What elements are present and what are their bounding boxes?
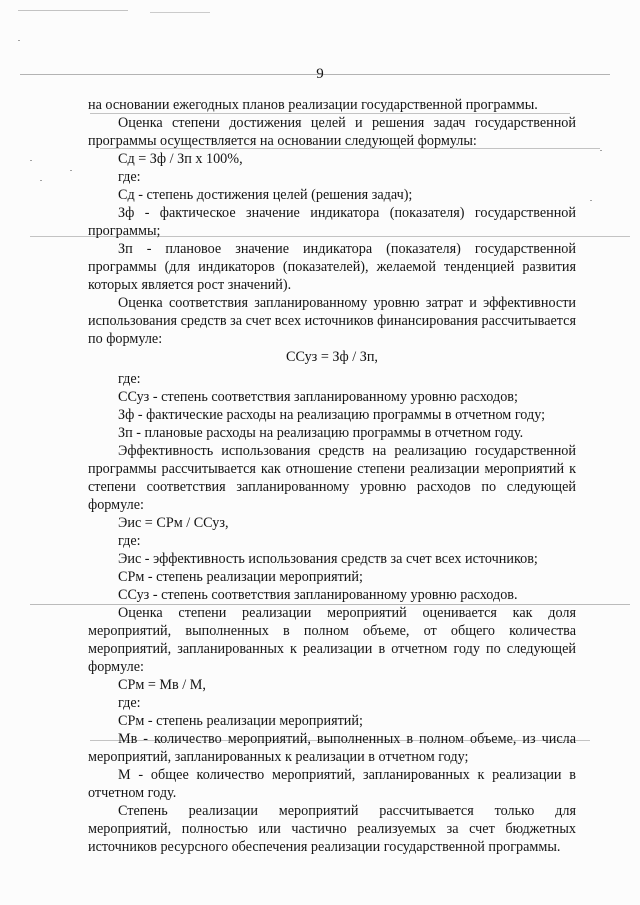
scan-artifact	[30, 160, 32, 161]
formula-where: где:	[118, 533, 141, 549]
scan-artifact	[40, 180, 42, 181]
scan-artifact	[590, 200, 592, 201]
definition: ССуз - степень соответствия запланированному уровню расходов.	[118, 587, 518, 603]
paragraph: Оценка соответствия запланированному уровню затрат и эффективности использования средств за счет всех источников финансирования рассчитывается по формуле:	[88, 295, 576, 347]
definition: Эис - эффективность использования средств за счет всех источников;	[118, 551, 538, 567]
definition: Зп - плановое значение индикатора (показателя) государственной программы (для индикаторов (показателей), желаемой тенденцией развития которых является рост значений).	[88, 241, 576, 293]
page-number: 9	[316, 66, 324, 82]
definition: Зф - фактическое значение индикатора (показателя) государственной программы;	[88, 205, 576, 239]
paragraph: Оценка степени реализации мероприятий оценивается как доля мероприятий, выполненных в полном объеме, от общего количества мероприятий, запланированных к реализации в отчетном году по следующей формуле:	[88, 605, 576, 675]
definition: Мв - количество мероприятий, выполненных в полном объеме, из числа мероприятий, запланированных к реализации в отчетном году;	[88, 731, 576, 765]
paragraph: Эффективность использования средств на реализацию государственной программы рассчитывается как отношение степени реализации мероприятий к степени соответствия запланированному уровню расходов по следующей формуле:	[88, 443, 576, 513]
formula: Сд = Зф / Зп х 100%,	[118, 151, 243, 167]
body-text	[88, 96, 576, 856]
paragraph: Степень реализации мероприятий рассчитывается только для мероприятий, полностью или частично реализуемых за счет бюджетных источников ресурсного обеспечения реализации государственной программы.	[88, 803, 576, 855]
formula-where: где:	[118, 169, 141, 185]
definition: ССуз - степень соответствия запланированному уровню расходов;	[118, 389, 518, 405]
definition: Сд - степень достижения целей (решения задач);	[118, 187, 413, 203]
scan-artifact	[18, 40, 20, 41]
formula: Эис = СРм / ССуз,	[118, 515, 229, 531]
definition: М - общее количество мероприятий, запланированных к реализации в отчетном году.	[88, 767, 576, 801]
formula-where: где:	[118, 371, 141, 387]
paragraph: на основании ежегодных планов реализации государственной программы.	[88, 97, 538, 113]
scan-artifact	[600, 150, 602, 151]
definition: Зп - плановые расходы на реализацию программы в отчетном году.	[118, 425, 524, 441]
scan-artifact	[70, 170, 72, 171]
formula-where: где:	[118, 695, 141, 711]
scan-artifact	[150, 12, 210, 13]
formula: ССуз = Зф / Зп,	[286, 349, 378, 365]
definition: СРм - степень реализации мероприятий;	[118, 569, 363, 585]
formula: СРм = Мв / М,	[118, 677, 206, 693]
scan-artifact	[18, 10, 128, 11]
paragraph: Оценка степени достижения целей и решения задач государственной программы осуществляется на основании следующей формулы:	[88, 115, 576, 149]
definition: СРм - степень реализации мероприятий;	[118, 713, 363, 729]
definition: Зф - фактические расходы на реализацию программы в отчетном году;	[118, 407, 546, 423]
